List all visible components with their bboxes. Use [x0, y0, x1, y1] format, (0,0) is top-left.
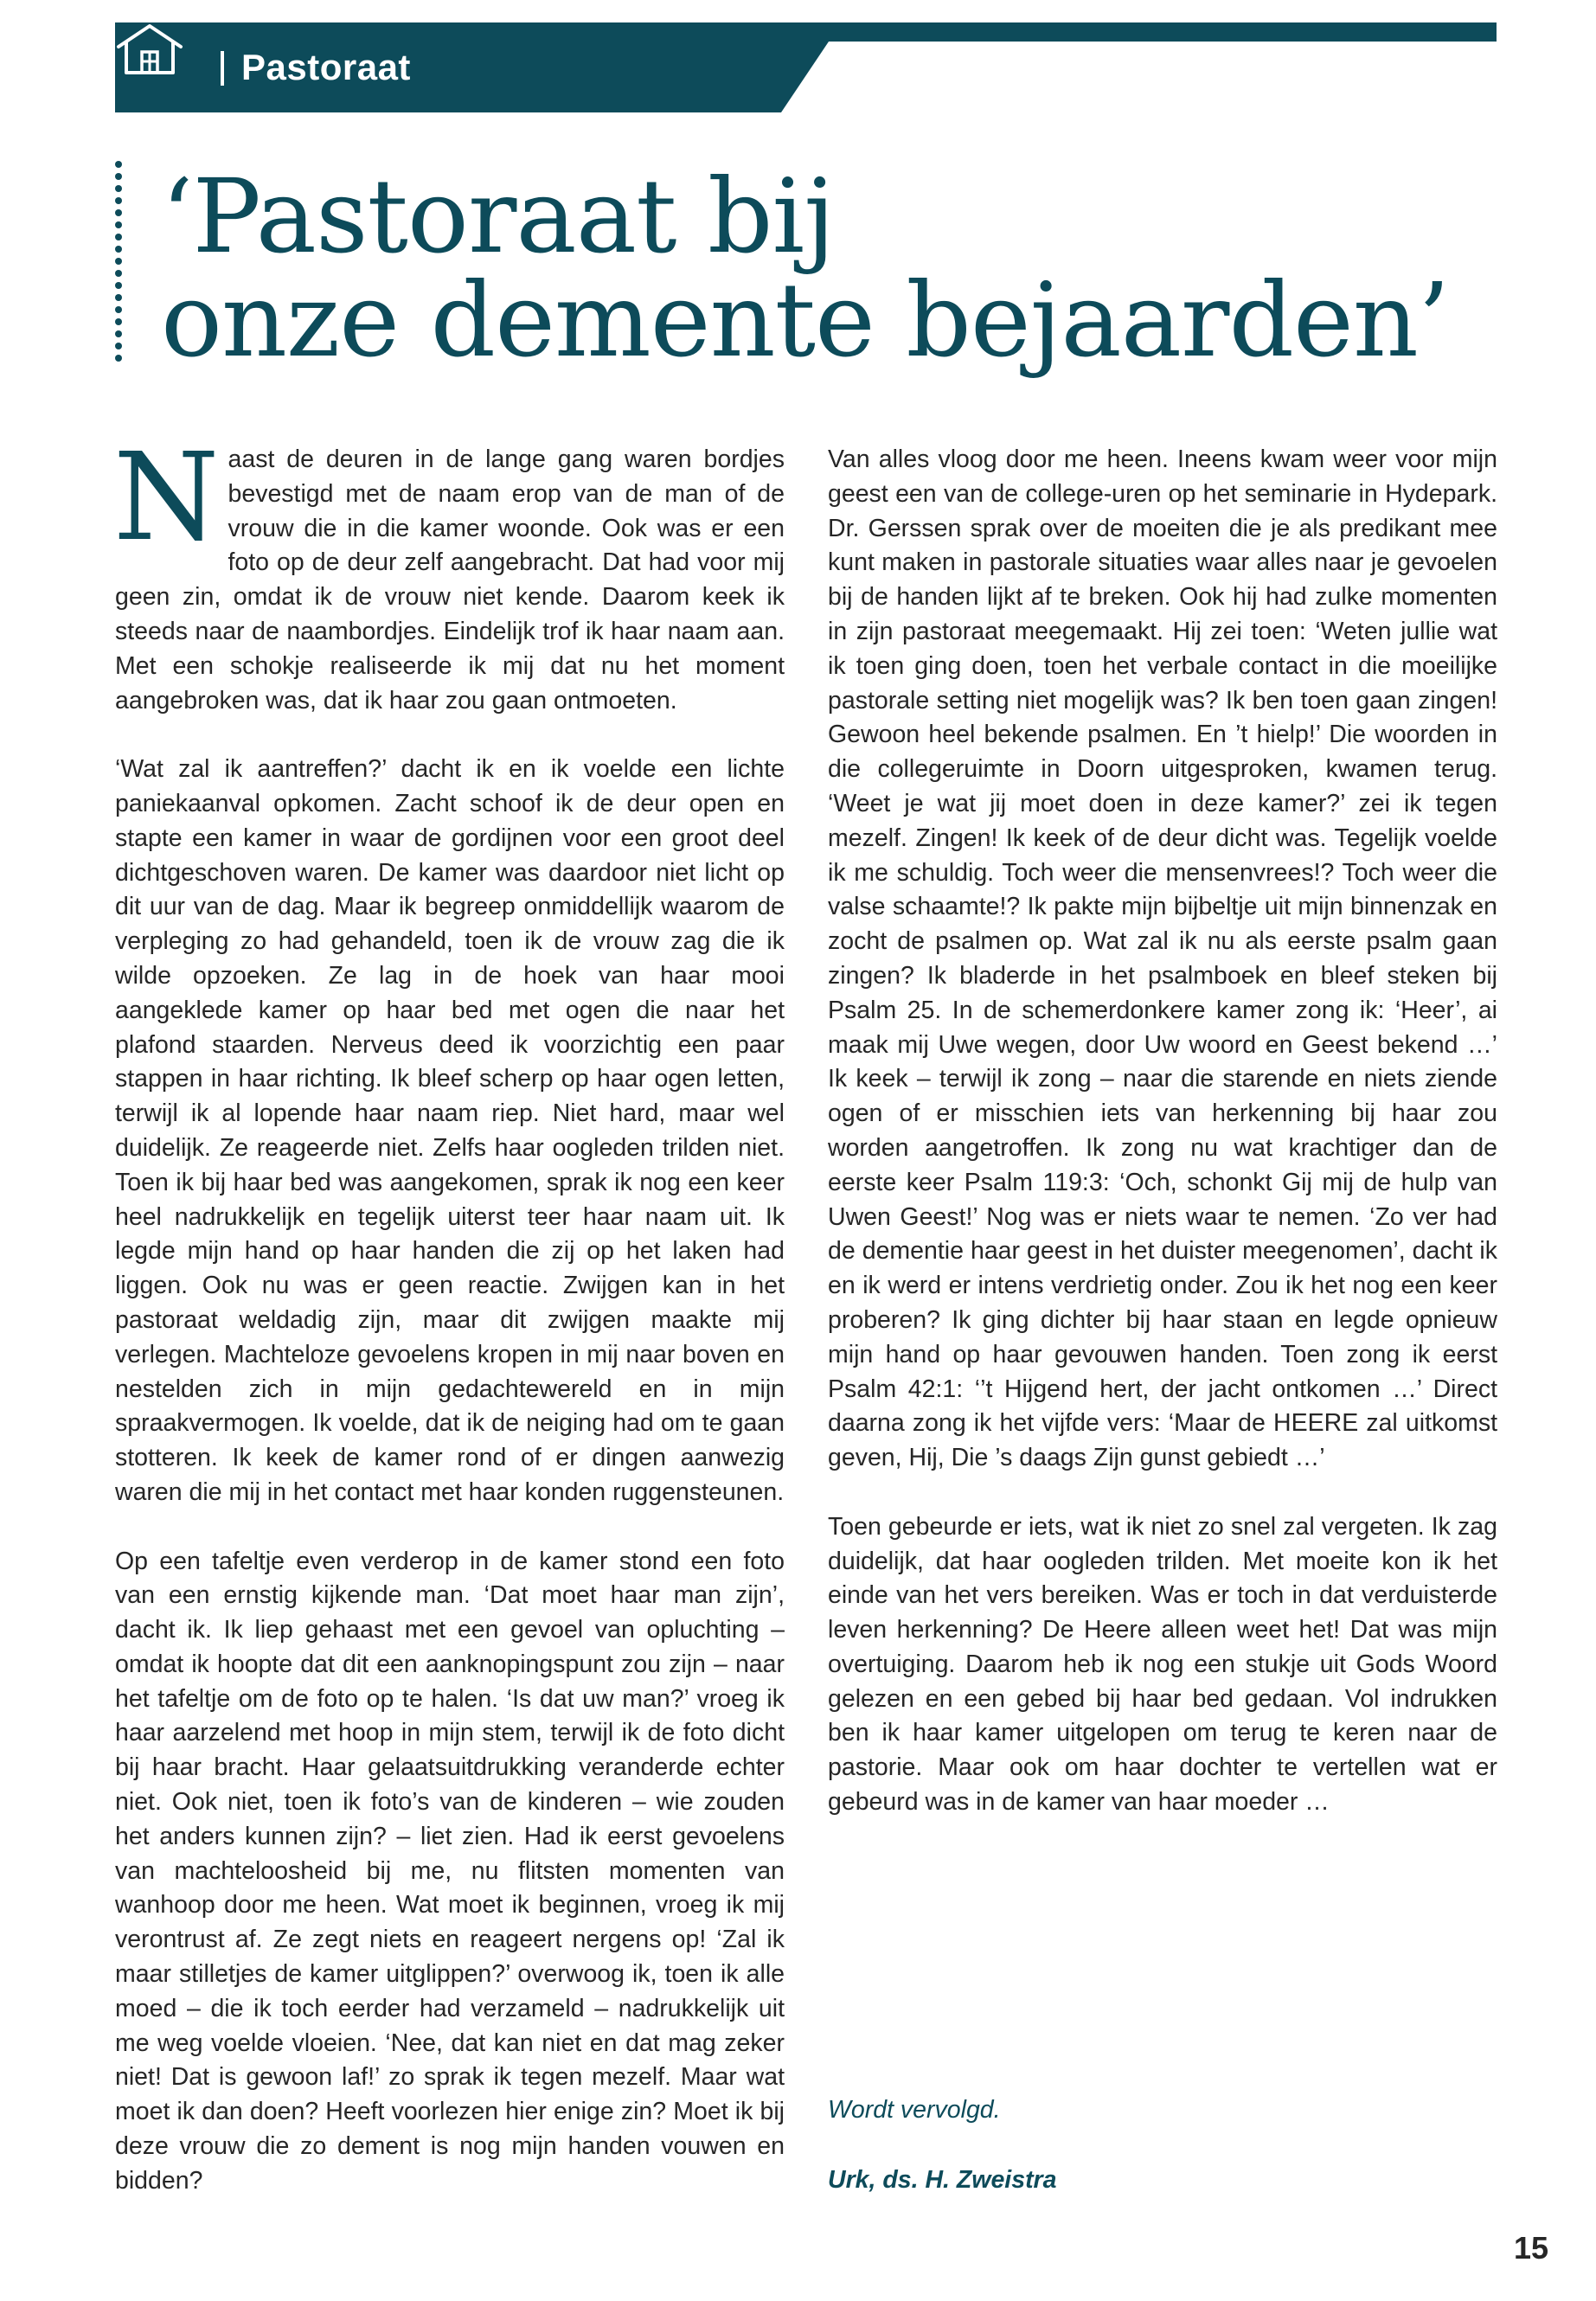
- header-divider: [221, 51, 224, 86]
- section-header: [115, 22, 1497, 112]
- decorative-dot-rule: [115, 161, 124, 369]
- page-number: 15: [1513, 2230, 1548, 2266]
- paragraph: ‘Wat zal ik aantreffen?’ dacht ik en ik voelde een lichte paniekaanval opkomen. Zacht schoof ik de deur open en stapte een kamer in waar de gordijnen voor een groot deel dichtgeschoven waren. De kamer was daardoor niet licht op dit uur van de dag. Maar ik begreep onmiddellijk waarom de verpleging zo had gehandeld, toen ik de vrouw zag die ik wilde opzoeken. Ze lag in de hoek van haar mooi aangeklede kamer op haar bed met ogen die naar het plafond staarden. Nerveus deed ik voorzichtig een paar stappen in haar richting. Ik bleef scherp op haar ogen letten, terwijl ik al lopende haar naam riep. Niet hard, maar wel duidelijk. Ze reageerde niet. Zelfs haar oogleden trilden niet. Toen ik bij haar bed was aangekomen, sprak ik nog een keer heel nadrukkelijk en tegelijk uiterst teer haar naam uit. Ik legde mijn hand op haar handen die zij op het laken had liggen. Ook nu was er geen reactie. Zwijgen kan in het pastoraat weldadig zijn, maar dit zwijgen maakte mij verlegen. Machteloze gevoelens kropen in mij naar boven en nestelden zich in mijn gedachtewereld en in mijn spraakvermogen. Ik voelde, dat ik de neiging had om te gaan stotteren. Ik keek de kamer rond of er dingen aanwezig waren die mij in het contact met haar konden ruggensteunen.: [115, 755, 785, 1506]
- author-signature: Urk, ds. H. Zweistra: [828, 2166, 1057, 2194]
- paragraph: Van alles vloog door me heen. Ineens kwam weer voor mijn geest een van de college-uren op het seminarie in Hydepark. Dr. Gerssen sprak over de moeiten die je als predikant mee kunt maken in pastorale situaties waar alles naar je gevoelen bij de handen lijkt af te breken. Ook hij had zulke momenten in zijn pastoraat meegemaakt. Hij zei toen: ‘Weten jullie wat ik toen ging doen, toen het verbale contact in die moeilijke pastorale setting niet mogelijk was? Ik ben toen gaan zingen! Gewoon heel bekende psalmen. En ’t hielp!’ Die woorden in die collegeruimte in Doorn uitgesproken, kwamen terug. ‘Weet je wat jij moet doen in deze kamer?’ zei ik tegen mezelf. Zingen! Ik keek of de deur dicht was. Tegelijk voelde ik me schuldig. Toch weer die mensenvrees!? Toch weer die valse schaamte!? Ik pakte mijn bijbeltje uit mijn binnenzak en zocht de psalmen op. Wat zal ik nu als eerste psalm gaan zingen? Ik bladerde in het psalmboek en bleef steken bij Psalm 25. In de schemerdonkere kamer zong ik: ‘Heer’, ai maak mij Uwe wegen, door Uw woord en Geest bekend …’ Ik keek – terwijl ik zong – naar die starende en niets ziende ogen of er misschien iets van herkenning bij haar zou worden aangetroffen. Ik zong nu wat krachtiger dan de eerste keer Psalm 119:3: ‘Och, schonkt Gij mij de hulp van Uwen Geest!’ Nog was er niets waar te nemen. ‘Zo ver had de dementie haar geest in het duister meegenomen’, dacht ik en ik werd er intens verdrietig onder. Zou ik het nog een keer proberen? Ik ging dichter bij haar staan en legde opnieuw mijn hand op haar gevouwen handen. Toen zong ik eerst Psalm 42:1: ‘’t Hijgend hert, der jacht ontkomen …’ Direct daarna zong ik het vijfde vers: ‘Maar de HEERE zal uitkomst geven, Hij, Die ’s daags Zijn gunst gebiedt …’: [828, 445, 1497, 1472]
- title-line-2: onze demente bejaarden’: [161, 260, 1450, 380]
- to-be-continued-note: Wordt vervolgd.: [828, 2096, 1001, 2124]
- house-icon: [115, 22, 184, 76]
- paragraph-text: aast de deuren in de lange gang waren bordjes bevestigd met de naam erop van de man of de vrouw die in die kamer woonde. Ook was er een foto op de deur zelf aangebracht. Dat had voor mij geen zin, omdat ik de vrouw niet kende. Daarom keek ik steeds naar de naambordjes. Eindelijk trof ik haar naam aan. Met een schokje realiseerde ik mij dat nu het moment aangebroken was, dat ik haar zou gaan ontmoeten.: [115, 445, 785, 715]
- title-line-1: ‘Pastoraat bij: [161, 157, 835, 276]
- article-column-left: [113, 427, 785, 2199]
- paragraph: Op een tafeltje even verderop in de kamer stond een foto van een ernstig kijkende man. ‘Dat moet haar man zijn’, dacht ik. Ik liep gehaast met een gevoel van opluchting – omdat ik hoopte dat dit een aanknopingspunt zou zijn – naar het tafeltje om de foto op te halen. ‘Is dat uw man?’ vroeg ik haar aarzelend met hoop in mijn stem, terwijl ik de foto dicht bij haar bracht. Haar gelaatsuitdrukking veranderde echter niet. Ook niet, toen ik foto’s van de kinderen – wie zouden het anders kunnen zijn? – liet zien. Had ik eerst gevoelens van machteloosheid bij me, nu flitsten momenten van wanhoop door me heen. Wat moet ik beginnen, vroeg ik mij verontrust af. Ze zegt niets en reageert nergens op! ‘Zal ik maar stilletjes de kamer uitglippen?’ overwoog ik, toen ik alle moed – die ik toch eerder had verzameld – nadrukkelijk uit me weg voelde vloeien. ‘Nee, dat kan niet en dat mag zeker niet! Dat is gewoon laf!’ zo sprak ik tegen mezelf. Maar wat moet ik dan doen? Heeft voorlezen hier enige zin? Moet ik bij deze vrouw die zo dement is nog mijn handen vouwen en bidden?: [115, 1547, 785, 2195]
- article-column-right: [828, 443, 1497, 1820]
- article-title: [161, 157, 1458, 380]
- drop-cap: N: [113, 427, 220, 568]
- paragraph: [113, 427, 785, 718]
- section-label: Pastoraat: [241, 47, 411, 87]
- paragraph: Toen gebeurde er iets, wat ik niet zo snel zal vergeten. Ik zag duidelijk, dat haar oogleden trilden. Met moeite kon ik het einde van het vers bereiken. Was er toch in dat verduisterde leven herkenning? De Heere alleen weet het! Dat was mijn overtuiging. Daarom heb ik nog een stukje uit Gods Woord gelezen en een gebed bij haar bed gedaan. Vol indrukken ben ik haar kamer uitgelopen om terug te keren naar de pastorie. Maar ook om haar dochter te vertellen wat er gebeurd was in de kamer van haar moeder …: [828, 1512, 1497, 1817]
